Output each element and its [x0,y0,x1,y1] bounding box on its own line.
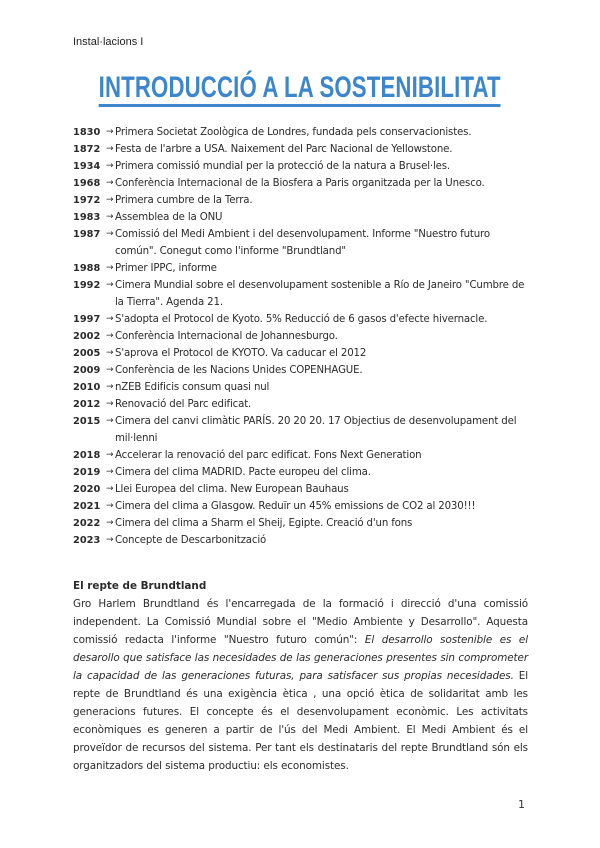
timeline-item [73,345,533,362]
brundtland-section [73,577,528,775]
quote-text: El desarrollo sostenible es el desarollo que satisface las necesidades de las generaciones presentes sin comprometer la capacidad de las generaciones futuras, para satisfacer sus propias necesidades. [73,634,528,682]
timeline-year: 1934 [73,161,101,172]
timeline-text: Primera comissió mundial per la protecció de la natura a Brusel·les. [115,161,451,172]
paragraph-text: Gro Harlem Brundtland és l'encarregada de la formació i direcció d'una comissió independent. La Comissió Mundial sobre el "Medio Ambiente y Desarrollo". Aquesta comissió redacta l'informe "Nuestro futuro común": [73,598,528,646]
timeline-text: Llei Europea del clima. New European Bauhaus [115,484,349,495]
arrow-right-icon: → [106,161,114,171]
timeline-text: Assemblea de la ONU [115,212,223,223]
timeline-item [73,396,533,413]
timeline-item [73,226,533,260]
timeline-year: 2010 [73,382,101,393]
arrow-right-icon: → [106,127,114,137]
timeline-text: Festa de l'arbre a USA. Naixement del Parc Nacional de Yellowstone. [115,144,453,155]
timeline-text: Conferència Internacional de la Biosfera a Paris organitzada per la Unesco. [115,178,485,189]
arrow-right-icon: → [106,501,114,511]
timeline-text: Concepte de Descarbonització [115,535,267,546]
timeline-text: Cimera del clima a Sharm el Sheij, Egipte. Creació d'un fons [115,518,413,529]
timeline-item [73,175,533,192]
timeline-item [73,328,533,345]
arrow-right-icon: → [106,212,114,222]
timeline-year: 1983 [73,212,101,223]
timeline-text: Cimera Mundial sobre el desenvolupament sostenible a Río de Janeiro "Cumbre de la Tierra". Agenda 21. [115,280,525,308]
timeline-year: 1987 [73,229,101,240]
timeline-year: 2015 [73,416,101,427]
paragraph-text: El repte de Brundtland és una exigència ètica , una opció ètica de solidaritat amb les generacions futures. El concepte és el desenvolupament econòmic. Les activitats econòmiques es generen a partir de l'ús del Medi Ambient. El Medi Ambient és el proveïdor de recursos del sistema. Per tant els destinataris del repte Brundtland són els organitzadors del sistema productiu: els economistes. [73,670,528,772]
section-paragraph [73,595,528,775]
arrow-right-icon: → [106,484,114,494]
page-number: 1 [518,798,525,811]
timeline-item [73,413,533,447]
arrow-right-icon: → [106,331,114,341]
timeline-year: 2012 [73,399,101,410]
timeline-item [73,141,533,158]
arrow-right-icon: → [106,399,114,409]
timeline-text: Cimera del clima a Glasgow. Reduïr un 45% emissions de CO2 al 2030!!! [115,501,476,512]
arrow-right-icon: → [106,195,114,205]
arrow-right-icon: → [106,535,114,545]
timeline-item [73,515,533,532]
timeline-list [73,124,533,549]
timeline-text: Cimera del clima MADRID. Pacte europeu del clima. [115,467,371,478]
timeline-year: 1997 [73,314,101,325]
timeline-text: Accelerar la renovació del parc edificat. Fons Next Generation [115,450,422,461]
page-title: INTRODUCCIÓ A LA SOSTENIBILITAT [99,72,501,107]
arrow-right-icon: → [106,263,114,273]
timeline-year: 1972 [73,195,101,206]
timeline-item [73,532,533,549]
arrow-right-icon: → [106,229,114,239]
timeline-item [73,498,533,515]
timeline-year: 2022 [73,518,101,529]
timeline-year: 1968 [73,178,101,189]
arrow-right-icon: → [106,467,114,477]
timeline-text: Conferència Internacional de Johannesburgo. [115,331,338,342]
arrow-right-icon: → [106,382,114,392]
section-heading: El repte de Brundtland [73,580,207,592]
timeline-text: Primera cumbre de la Terra. [115,195,253,206]
timeline-year: 2002 [73,331,101,342]
page-title-container [0,72,600,107]
arrow-right-icon: → [106,144,114,154]
timeline-item [73,447,533,464]
timeline-text: Cimera del canvi climàtic PARÍS. 20 20 20. 17 Objectius de desenvolupament del mil·lenni [115,416,517,444]
timeline-item [73,311,533,328]
timeline-text: Renovació del Parc edificat. [115,399,252,410]
timeline-item [73,464,533,481]
timeline-text: Primera Societat Zoològica de Londres, fundada pels conservacionistes. [115,127,472,138]
timeline-item [73,481,533,498]
timeline-year: 1988 [73,263,101,274]
timeline-item [73,124,533,141]
timeline-year: 2023 [73,535,101,546]
timeline-item [73,158,533,175]
timeline-year: 2009 [73,365,101,376]
arrow-right-icon: → [106,518,114,528]
arrow-right-icon: → [106,314,114,324]
timeline-text: Comissió del Medi Ambient i del desenvolupament. Informe "Nuestro futuro común". Conegut como l'informe "Brundtland" [115,229,490,257]
timeline-item [73,362,533,379]
arrow-right-icon: → [106,365,114,375]
timeline-item [73,277,533,311]
timeline-text: S'aprova el Protocol de KYOTO. Va caducar el 2012 [115,348,367,359]
timeline-year: 2021 [73,501,101,512]
timeline-year: 1992 [73,280,101,291]
timeline-year: 2018 [73,450,101,461]
timeline-item [73,192,533,209]
document-header: Instal·lacions I [73,36,144,48]
arrow-right-icon: → [106,280,114,290]
timeline-year: 1830 [73,127,101,138]
timeline-item [73,209,533,226]
timeline-text: nZEB Edificis consum quasi nul [115,382,270,393]
timeline-year: 1872 [73,144,101,155]
timeline-item [73,260,533,277]
timeline-text: Conferència de les Nacions Unides COPENHAGUE. [115,365,363,376]
arrow-right-icon: → [106,348,114,358]
timeline-text: S'adopta el Protocol de Kyoto. 5% Reducció de 6 gasos d'efecte hivernacle. [115,314,488,325]
arrow-right-icon: → [106,178,114,188]
timeline-year: 2005 [73,348,101,359]
arrow-right-icon: → [106,450,114,460]
timeline-item [73,379,533,396]
arrow-right-icon: → [106,416,114,426]
timeline-year: 2019 [73,467,101,478]
timeline-text: Primer IPPC, informe [115,263,217,274]
timeline-year: 2020 [73,484,101,495]
